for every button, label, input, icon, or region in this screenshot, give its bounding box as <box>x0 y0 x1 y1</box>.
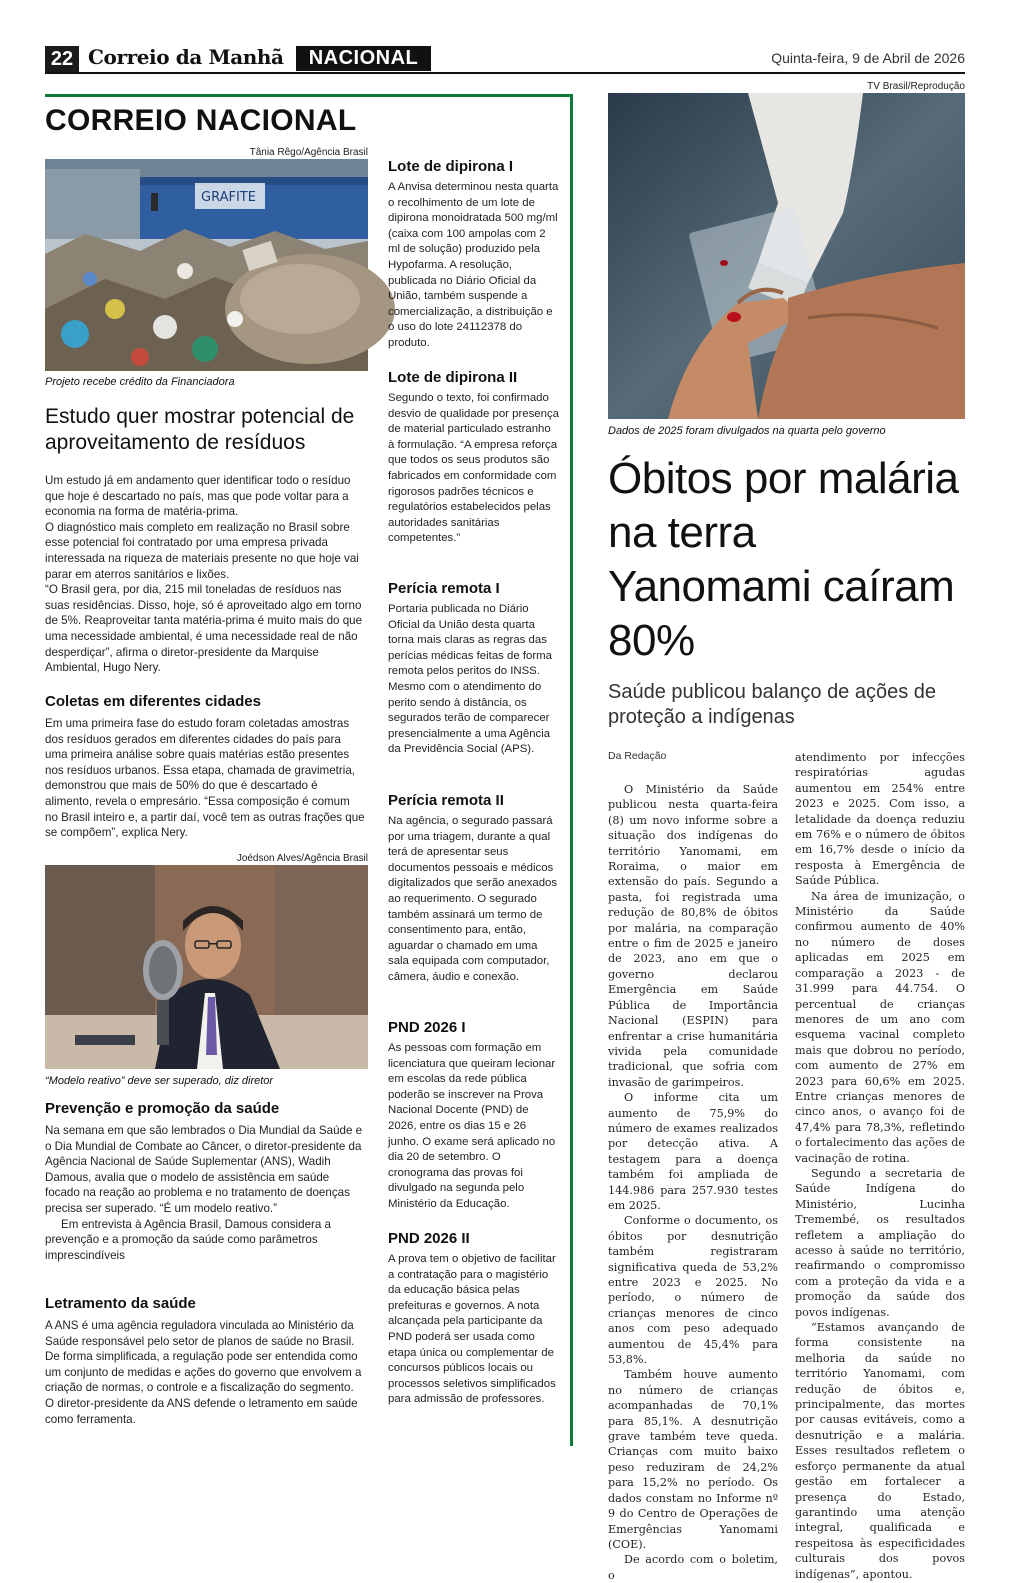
main-paragraph: O Ministério da Saúde publicou nesta quarta-feira (8) um novo informe sobre a situação dos indígenas do território Yanomami, em Roraima, o maior em extensão do país. Segundo a pasta, foi registrada uma redução de 80,8% de óbitos por malária, na comparação entre o fim de 2025 e janeiro de 2023, ano em que o governo declarou Emergência em Saúde Pública de Importância Nacional (ESPIN) para enfrentar a crise humanitária vivida pela comunidade tradicional, que sofria com invasão de garimpeiros. <box>608 783 778 1089</box>
story-paragraph: Um estudo já em andamento quer identificar todo o resíduo que hoje é descartado no país, mas que pode voltar para a economia na forma de matéria-prima. <box>45 474 351 519</box>
story-body <box>45 473 365 676</box>
subhead-coletas: Coletas em diferentes cidades <box>45 693 261 710</box>
prevencao-paragraph: Em entrevista à Agência Brasil, Damous considera a prevenção e a promoção da saúde como parâmetros imprescindíveis <box>45 1217 332 1262</box>
byline: Da Redação <box>608 750 667 762</box>
photo1-caption: Projeto recebe crédito da Financiadora <box>45 376 235 388</box>
section-label: NACIONAL <box>296 46 431 71</box>
note-title: Perícia remota I <box>388 580 500 597</box>
note-title: PND 2026 I <box>388 1019 466 1036</box>
note-text: Na agência, o segurado passará por uma triagem, durante a qual terá de apresentar seus documentos pessoais e médicos digitalizados que serão anexados ao requerimento. O segurado também assinará um termo de consentimento para, então, aguardar o chamado em uma sala equipada com computador, câmera, áudio e conexão. <box>388 815 558 983</box>
director-photo <box>45 865 368 1069</box>
story-paragraph: O diagnóstico mais completo em realização no Brasil sobre esse potencial foi contratado por uma empresa privada interessada na riqueza de materiais presente no que hoje vai parar em aterros sanitários e lixões. <box>45 520 359 581</box>
prevencao-paragraph: Na semana em que são lembrados o Dia Mundial da Saúde e o Dia Mundial de Combate ao Câncer, o diretor-presidente da Agência Nacional de Saúde Suplementar (ANS), Wadih Damous, avalia que o modelo de assistência em saúde focado na reação ao problema e no tratamento de doenças precisa ser superado. “É um modelo reativo.” <box>45 1124 363 1215</box>
header-rule <box>45 72 965 74</box>
photo1-credit: Tânia Rêgo/Agência Brasil <box>249 147 368 158</box>
letramento-paragraph: A ANS é uma agência reguladora vinculada ao Ministério da Saúde responsável pelo setor de planos de saúde no Brasil. De forma simplificada, a regulação pode ser entendida como um conjunto de medidas e ações do governo que envolvem a criação de normas, o controle e a fiscalização do segmento. O diretor-presidente da ANS defende o letramento em saúde como ferramenta. <box>45 1319 362 1426</box>
page-number: 22 <box>45 46 79 72</box>
main-photo-caption: Dados de 2025 foram divulgados na quarta pelo governo <box>608 425 886 437</box>
subhead-prevencao: Prevenção e promoção da saúde <box>45 1100 280 1117</box>
main-column-1 <box>608 782 778 1583</box>
note-text: A Anvisa determinou nesta quarta o recolhimento de um lote de dipirona monoidratada 500 mg/ml (caixa com 100 ampolas com 2 ml de solução) produzido pela Hypofarma. A resolução, publicada no Diário Oficial da União, também suspende a comercialização, a distribuição e o uso do lote 24112378 do produto. <box>388 181 559 349</box>
waste-photo <box>45 159 368 371</box>
masthead: Correio da Manhã <box>88 45 284 69</box>
main-paragraph: De acordo com o boletim, o <box>608 1553 778 1582</box>
main-paragraph: Conforme o documento, os óbitos por desnutrição também registraram significativa queda de 53,2% entre 2023 e 2025. No período, o número de crianças menores de cinco anos com peso adequado aumentou de 45,4% para 53,8%. <box>608 1214 778 1367</box>
column-frame-right <box>570 94 573 1446</box>
coletas-body <box>45 716 365 841</box>
note-text: Segundo o texto, foi confirmado desvio de qualidade por presença de material particulado estranho à formulação. “A empresa reforça que todos os seus produtos são fabricados em conformidade com rigorosos padrões técnicos e regulatórios estabelecidos pelas autoridades sanitárias competentes.” <box>388 392 559 545</box>
main-paragraph: O informe cita um aumento de 75,9% do número de exames realizados por detecção ativa. A testagem para a doença também foi ampliada de 144.986 para 257.930 testes em 2025. <box>608 1091 778 1212</box>
story-paragraph: “O Brasil gera, por dia, 215 mil toneladas de resíduos nas suas residências. Disso, hoje, só é aproveitado algo em torno de 5%. Reaproveitar tanta matéria-prima é muito mais do que uma necessidade ambiental, é uma necessidade real de não desperdiçar”, afirma o diretor-presidente da Marquise Ambiental, Hugo Nery. <box>45 583 363 675</box>
letramento-body <box>45 1318 365 1427</box>
main-paragraph: Também houve aumento no número de crianças acompanhadas de 70,1% para 85,1%. A desnutrição grave também teve queda. Crianças com muito baixo peso reduziram de 24,2% para 15,2% no período. Os dados constam no Informe nº 9 do Centro de Operações de Emergências Yanomami (COE). <box>608 1368 778 1551</box>
subhead-letramento: Letramento da saúde <box>45 1295 196 1312</box>
main-deck: Saúde publicou balanço de ações de proteção a indígenas <box>608 681 937 728</box>
issue-date: Quinta-feira, 9 de Abril de 2026 <box>771 50 965 66</box>
column-frame-top <box>45 94 573 97</box>
svg-text:GRAFITE: GRAFITE <box>201 190 256 205</box>
main-column-2 <box>795 750 965 1582</box>
photo2-caption: “Modelo reativo” deve ser superado, diz diretor <box>45 1075 274 1087</box>
main-paragraph: Na área de imunização, o Ministério da Saúde confirmou aumento de 40% no número de doses aplicadas em 2025 em comparação a 2023 - de 31.999 para 44.754. O percentual de crianças menores de um ano com esquema vacinal completo mais que dobrou no período, com aumento de 27% em 2023 para 60,6% em 2025. Entre crianças menores de cinco anos, o avanço foi de 47,4% para 78,3%, refletindo o fortalecimento das ações de vacinação de rotina. <box>795 889 965 1165</box>
story-headline: Estudo quer mostrar potencial de aproveitamento de resíduos <box>45 405 355 454</box>
note-title: Perícia remota II <box>388 792 504 809</box>
main-photo-credit: TV Brasil/Reprodução <box>867 81 965 92</box>
main-paragraph: “Estamos avançando de forma consistente na melhoria da saúde no território Yanomami, com redução de óbitos e, principalmente, das mortes por causas evitáveis, como a desnutrição e a malária. Esses resultados refletem o esforço permanente da atual gestão em fortalecer a presença do Estado, garantindo uma atenção integral, qualificada e respeitosa às especificidades culturais dos povos indígenas”, apontou. <box>795 1321 965 1581</box>
main-paragraph: atendimento por infecções respiratórias agudas aumentou em 254% entre 2023 e 2025. Com isso, a letalidade da doença reduziu em 76% e o número de óbitos em 16,7% desde o início da resposta à Emergência de Saúde Pública. <box>795 751 965 888</box>
main-headline: Óbitos por malária na terra Yanomami caíram 80% <box>608 454 959 665</box>
note-title: PND 2026 II <box>388 1230 470 1247</box>
main-paragraph: Segundo a secretaria de Saúde Indígena do Ministério, Lucinha Tremembé, os resultados refletem a ampliação do acesso à saúde no território, reafirmando o compromisso com a proteção da vida e a promoção da saúde dos povos indígenas. <box>795 1166 965 1319</box>
prevencao-body <box>45 1123 365 1263</box>
note-text: As pessoas com formação em licenciatura que queiram lecionar em escolas da rede pública poderão se inscrever na Prova Nacional Docente (PND) de 2026, entre os dias 15 e 26 junho. O exame será aplicado no dia 20 de setembro. O cronograma das provas foi divulgado na segunda pelo Ministério da Educação. <box>388 1042 556 1210</box>
note-title: Lote de dipirona I <box>388 158 514 175</box>
photo2-credit: Joédson Alves/Agência Brasil <box>236 853 368 864</box>
note-title: Lote de dipirona II <box>388 369 518 386</box>
note-text: A prova tem o objetivo de facilitar a contratação para o magistério da educação básica pelas prefeituras e governos. A nota alcançada pela participante da PND poderá ser usada como etapa única ou complementar de concursos públicos locais ou processos seletivos simplificados para admissão de professores. <box>388 1253 556 1406</box>
column-title: CORREIO NACIONAL <box>45 104 357 137</box>
note-text: Portaria publicada no Diário Oficial da União desta quarta torna mais claras as regras das perícias médicas feitas de forma remota pelos peritos do INSS. Mesmo com o atendimento do perito sendo à distância, os segurados terão de comparecer presencialmente a uma Agência da Previdência Social (APS). <box>388 603 552 756</box>
malaria-test-photo <box>608 93 965 419</box>
coletas-paragraph: Em uma primeira fase do estudo foram coletadas amostras dos resíduos gerados em diferentes cidades do país para uma primeira análise sobre quais matérias estão presentes nos resíduos urbanos. Essa etapa, chamada de gravimetria, demonstrou que mais de 50% do que é descartado é alimento, revela o empresário. “Essa composição é comum no Brasil inteiro e, a partir daí, você tem as outras frações que se compõem”, explica Nery. <box>45 717 365 840</box>
